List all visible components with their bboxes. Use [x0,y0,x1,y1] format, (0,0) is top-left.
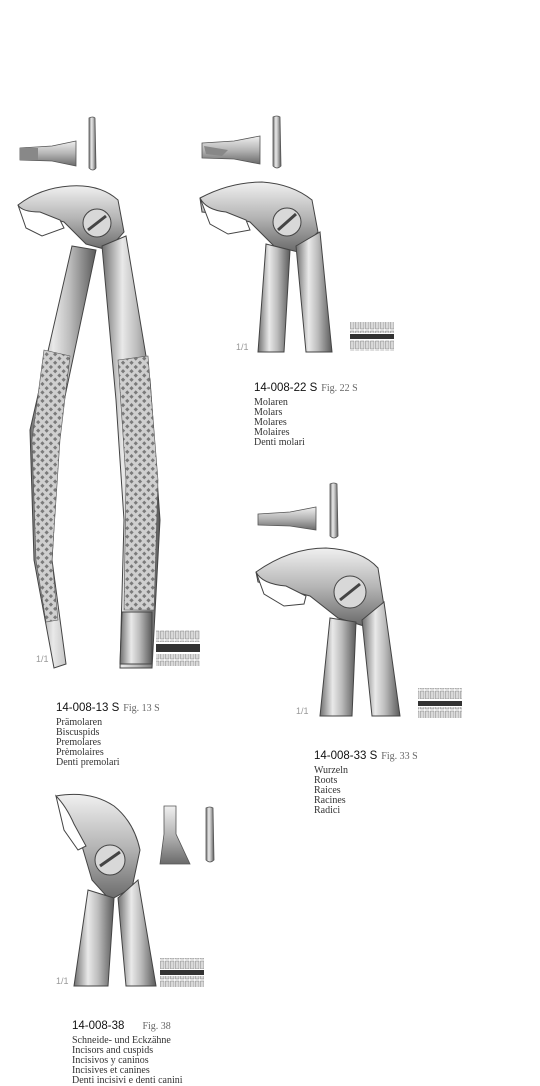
usage-list [314,766,418,816]
beak-side-view [258,507,316,530]
usage-en: Incisors and cuspids [72,1045,154,1056]
usage-it: Denti premolari [56,757,120,768]
forceps-33s-illustration [256,483,400,716]
usage-es: Premolares [56,737,101,748]
product-code: 14-008-38 [72,1020,125,1032]
figure-ref: Fig. 22 S [321,383,358,394]
usage-it: Denti incisivi e denti canini [72,1075,183,1086]
beak-side-view [160,806,190,864]
product-code: 14-008-13 S [56,702,120,714]
usage-es: Incisivos y caninos [72,1055,149,1066]
beak-front-view [89,117,96,170]
usage-list [56,718,160,768]
product-code: 14-008-22 S [254,382,318,394]
product-entry-38 [72,1016,183,1086]
product-code: 14-008-33 S [314,750,378,762]
usage-de: Prämolaren [56,717,103,728]
dental-chart-33s [418,688,462,718]
product-entry-13s [56,698,160,768]
usage-fr: Racines [314,795,346,806]
scale-mark: 1/1 [296,706,309,716]
beak-front-view [206,807,214,862]
scale-mark: 1/1 [56,976,69,986]
usage-es: Raices [314,785,341,796]
figure-ref: Fig. 38 [142,1021,171,1032]
usage-list [72,1036,183,1086]
usage-it: Denti molari [254,437,305,448]
usage-fr: Incisives et canines [72,1065,150,1076]
forceps-38-illustration [56,794,214,986]
usage-de: Schneide- und Eckzähne [72,1035,171,1046]
beak-side-view [202,136,260,164]
figure-ref: Fig. 33 S [381,751,418,762]
product-entry-33s [314,746,418,816]
usage-es: Molares [254,417,287,428]
dental-chart-13s [156,630,200,666]
usage-en: Molars [254,407,283,418]
dental-chart-22s [350,322,394,351]
usage-de: Wurzeln [314,765,349,776]
beak-front-view [273,116,281,168]
product-entry-22s [254,378,358,448]
usage-fr: Molaires [254,427,290,438]
beak-front-view [330,483,338,538]
usage-list [254,398,358,448]
usage-de: Molaren [254,397,288,408]
forceps-13s-illustration [18,117,160,668]
usage-en: Biscuspids [56,727,100,738]
usage-it: Radici [314,805,341,816]
forceps-22s-illustration [200,116,332,352]
scale-mark: 1/1 [236,342,249,352]
scale-mark: 1/1 [36,654,49,664]
usage-fr: Prèmolaires [56,747,104,758]
figure-ref: Fig. 13 S [123,703,160,714]
beak-side-view [20,141,76,166]
dental-chart-38 [160,958,204,987]
usage-en: Roots [314,775,338,786]
